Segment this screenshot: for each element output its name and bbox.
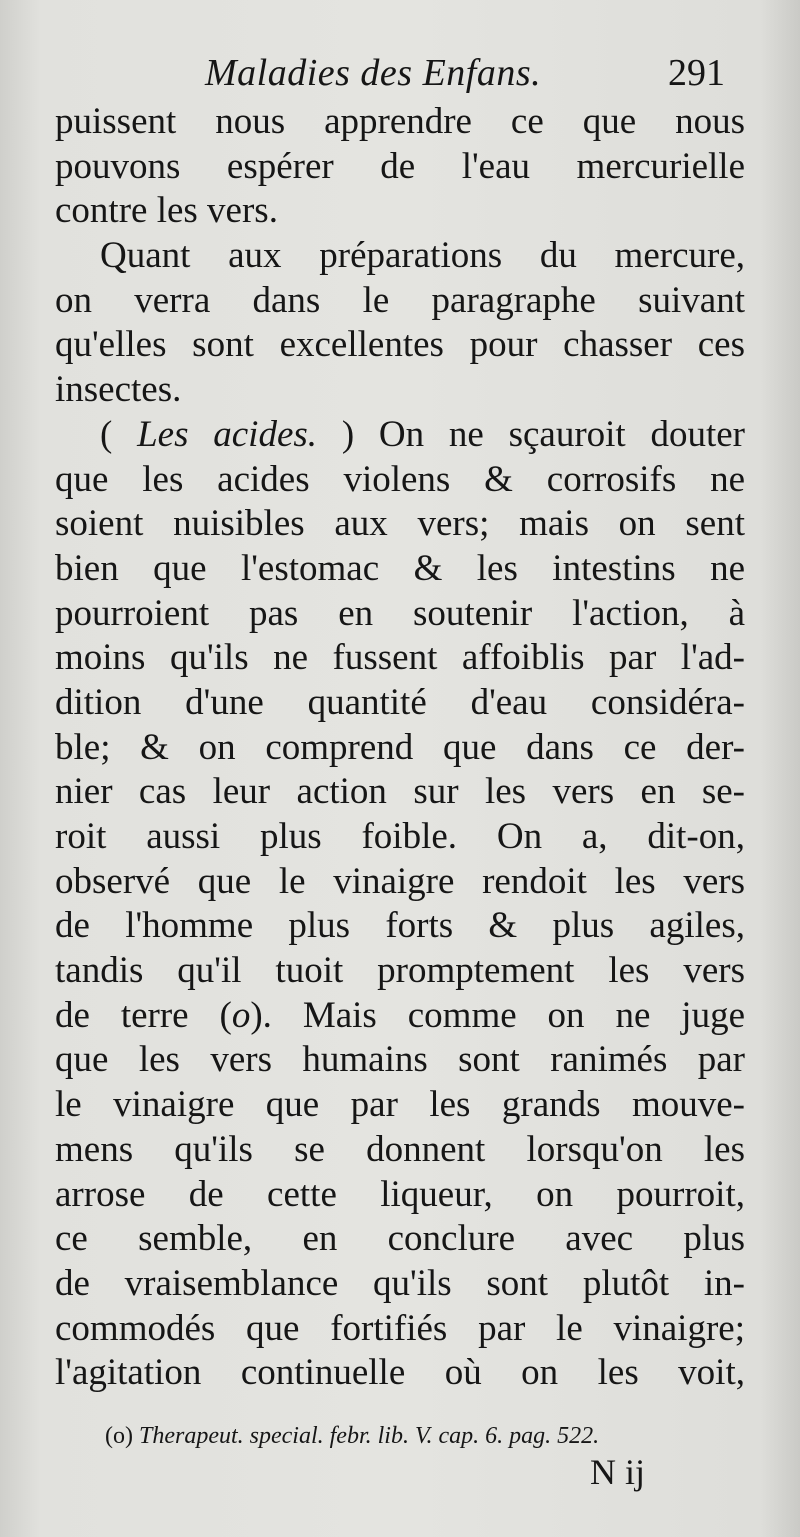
text-line: contre les vers.: [55, 190, 278, 232]
text-line: on verra dans le paragraphe suivant: [55, 279, 745, 321]
text-line: nier cas leur action sur les vers en se-: [55, 771, 745, 813]
running-title: Maladies des Enfans.: [205, 52, 542, 94]
page-number: 291: [668, 52, 725, 94]
text-line: qu'elles sont excellentes pour chasser ces: [55, 324, 745, 366]
text-line: dition d'une quantité d'eau considéra-: [55, 681, 745, 723]
signature-mark: N ij: [590, 1452, 646, 1492]
text-line: ce semble, en conclure avec plus: [55, 1218, 745, 1260]
running-head: [0, 48, 800, 98]
footnote-ref-line: [55, 994, 745, 1039]
footnote-text: Therapeut. special. febr. lib. V. cap. 6. pag. 522.: [138, 1423, 600, 1449]
text-line: soient nuisibles aux vers; mais on sent: [55, 503, 745, 545]
text-line: pourroient pas en soutenir l'action, à: [55, 592, 745, 634]
text-line: pouvons espérer de l'eau mercurielle: [55, 145, 745, 187]
text-line: insectes.: [55, 369, 182, 411]
text-line: que les acides violens & corrosifs ne: [55, 458, 745, 500]
text-line: que les vers humains sont ranimés par: [55, 1039, 745, 1081]
text-line: ble; & on comprend que dans ce der-: [55, 726, 745, 768]
paren-open: (: [100, 413, 138, 455]
text-line: le vinaigre que par les grands mouve-: [55, 1084, 745, 1126]
text-line: de l'homme plus forts & plus agiles,: [55, 905, 745, 947]
body-text: [55, 100, 745, 1396]
text-line: mens qu'ils se donnent lorsqu'on les: [55, 1128, 745, 1170]
text-line: tandis qu'il tuoit promptement les vers: [55, 950, 745, 992]
text-line: puissent nous apprendre ce que nous: [55, 101, 745, 142]
section-heading-line: [55, 413, 745, 458]
line-end: ). Mais comme on ne juge: [250, 994, 745, 1036]
text-line: moins qu'ils ne fussent affoiblis par l'ad-: [55, 637, 745, 679]
footnote-mark: o: [231, 994, 251, 1036]
text-line: roit aussi plus foible. On a, dit-on,: [55, 816, 745, 857]
text-line: observé que le vinaigre rendoit les vers: [55, 860, 745, 902]
text-line: de vraisemblance qu'ils sont plutôt in-: [55, 1262, 745, 1304]
section-heading: Les acides.: [137, 413, 318, 455]
footnote-ref: (o): [105, 1423, 133, 1449]
heading-line-rest: ) On ne sçauroit douter: [317, 413, 745, 455]
line-start: de terre (: [55, 994, 232, 1036]
text-line: arrose de cette liqueur, on pourroit,: [55, 1173, 745, 1215]
text-line: commodés que fortifiés par le vinaigre;: [55, 1307, 745, 1349]
text-line: Quant aux préparations du mercure,: [100, 235, 745, 277]
text-line: bien que l'estomac & les intestins ne: [55, 547, 745, 589]
text-line: l'agitation continuelle où on les voit,: [55, 1352, 745, 1394]
